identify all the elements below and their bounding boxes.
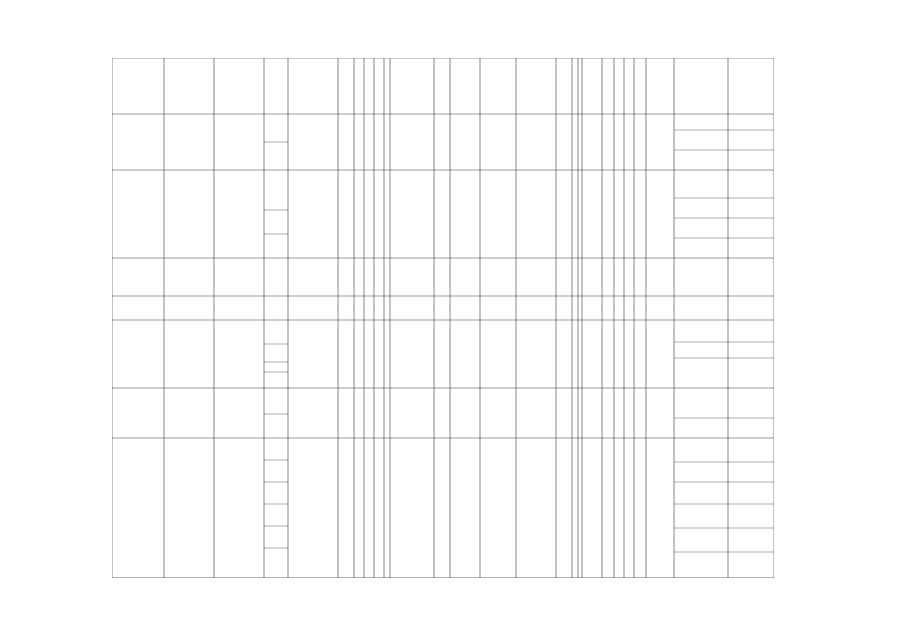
table-cell-r5-c23 <box>648 322 673 386</box>
table-cell-r1-c15 <box>558 116 571 168</box>
table-cell-r3-c24 <box>676 260 727 294</box>
table-cell-r1-c21 <box>626 116 633 168</box>
table-cell-r5-c4 <box>290 322 337 386</box>
table-cell-r7-c16 <box>574 440 577 576</box>
table-cell-r3-c16 <box>574 260 577 294</box>
table-cell-r4-c25 <box>730 298 773 318</box>
table-cell-r1-c0 <box>114 116 163 168</box>
table-cell-r3-c2 <box>216 260 263 294</box>
table-cell-r0-c17 <box>580 60 581 112</box>
table-cell-r0-c15 <box>558 60 571 112</box>
table-cell-r3-c15 <box>558 260 571 294</box>
table-cell-r0-c23 <box>648 60 673 112</box>
table-cell-r2-c3 <box>266 172 287 256</box>
table-cell-r4-c8 <box>376 298 383 318</box>
table-cell-r1-c16 <box>574 116 577 168</box>
table-cell-r5-c15 <box>558 322 571 386</box>
table-cell-r4-c11 <box>436 298 449 318</box>
table-cell-r7-c5 <box>340 440 353 576</box>
table-cell-r3-c11 <box>436 260 449 294</box>
table-cell-r2-c4 <box>290 172 337 256</box>
table-cell-r1-c2 <box>216 116 263 168</box>
table-cell-r6-c7 <box>366 390 373 436</box>
table-cell-r2-c17 <box>580 172 581 256</box>
table-cell-r4-c3 <box>266 298 287 318</box>
table-cell-r7-c13 <box>482 440 515 576</box>
table-cell-r3-c0 <box>114 260 163 294</box>
table-cell-r7-c10 <box>392 440 433 576</box>
table-cell-r4-c16 <box>574 298 577 318</box>
table-cell-r1-c6 <box>356 116 363 168</box>
table-cell-r1-c17 <box>580 116 581 168</box>
table-cell-r2-c10 <box>392 172 433 256</box>
table-cell-r4-c0 <box>114 298 163 318</box>
table-cell-r0-c13 <box>482 60 515 112</box>
table-cell-r6-c18 <box>584 390 601 436</box>
table-cell-r3-c3 <box>266 260 287 294</box>
table-cell-r7-c22 <box>636 440 645 576</box>
table-cell-r0-c4 <box>290 60 337 112</box>
table-cell-r5-c22 <box>636 322 645 386</box>
table-cell-r2-c16 <box>574 172 577 256</box>
table-cell-r6-c13 <box>482 390 515 436</box>
table-cell-r1-c4 <box>290 116 337 168</box>
table-cell-r6-c6 <box>356 390 363 436</box>
table-cell-r5-c13 <box>482 322 515 386</box>
table-cell-r6-c17 <box>580 390 581 436</box>
table-cell-r6-c5 <box>340 390 353 436</box>
table-cell-r7-c7 <box>366 440 373 576</box>
table-cell-r5-c5 <box>340 322 353 386</box>
table-cell-r6-c3 <box>266 390 287 436</box>
table-cell-r2-c8 <box>376 172 383 256</box>
table-cell-r6-c25 <box>730 390 773 436</box>
table-cell-r5-c6 <box>356 322 363 386</box>
table-cell-r7-c17 <box>580 440 581 576</box>
table-cell-r3-c14 <box>518 260 555 294</box>
table-cell-r5-c0 <box>114 322 163 386</box>
table-cell-r2-c20 <box>616 172 623 256</box>
table-cell-r7-c6 <box>356 440 363 576</box>
table-cell-r6-c20 <box>616 390 623 436</box>
table-cell-r4-c19 <box>604 298 613 318</box>
table-cell-r2-c1 <box>166 172 213 256</box>
table-cell-r2-c23 <box>648 172 673 256</box>
table-cell-r4-c23 <box>648 298 673 318</box>
table-cell-r1-c1 <box>166 116 213 168</box>
table-cell-r5-c14 <box>518 322 555 386</box>
table-cell-r3-c6 <box>356 260 363 294</box>
table-cell-r5-c21 <box>626 322 633 386</box>
table-cell-r7-c24 <box>676 440 727 576</box>
table-cell-r2-c15 <box>558 172 571 256</box>
table-cell-r0-c8 <box>376 60 383 112</box>
table-cell-r7-c12 <box>452 440 479 576</box>
table-cell-r7-c4 <box>290 440 337 576</box>
table-cell-r4-c13 <box>482 298 515 318</box>
table-cell-r2-c7 <box>366 172 373 256</box>
table-cell-r2-c12 <box>452 172 479 256</box>
table-cell-r2-c14 <box>518 172 555 256</box>
table-cell-r5-c24 <box>676 322 727 386</box>
table-cell-r5-c10 <box>392 322 433 386</box>
table-cell-r0-c19 <box>604 60 613 112</box>
table-cell-r4-c7 <box>366 298 373 318</box>
table-cell-r6-c22 <box>636 390 645 436</box>
table-cell-r5-c9 <box>386 322 389 386</box>
table-cell-r4-c5 <box>340 298 353 318</box>
table-cell-r4-c10 <box>392 298 433 318</box>
table-sheet <box>112 58 774 578</box>
table-cell-r3-c19 <box>604 260 613 294</box>
table-cell-r0-c16 <box>574 60 577 112</box>
table-cell-r2-c0 <box>114 172 163 256</box>
table-cell-r7-c18 <box>584 440 601 576</box>
table-cell-r2-c22 <box>636 172 645 256</box>
table-cell-r0-c10 <box>392 60 433 112</box>
table-cell-r3-c25 <box>730 260 773 294</box>
table-cell-r2-c9 <box>386 172 389 256</box>
table-cell-r1-c9 <box>386 116 389 168</box>
table-cell-r4-c15 <box>558 298 571 318</box>
table-cell-r0-c0 <box>114 60 163 112</box>
table-cell-r4-c1 <box>166 298 213 318</box>
table-cell-r5-c19 <box>604 322 613 386</box>
table-cell-r1-c8 <box>376 116 383 168</box>
table-cell-r4-c6 <box>356 298 363 318</box>
table-cell-r5-c7 <box>366 322 373 386</box>
table-cell-r5-c17 <box>580 322 581 386</box>
table-cell-r5-c3 <box>266 322 287 386</box>
table-cell-r4-c9 <box>386 298 389 318</box>
table-cell-r0-c6 <box>356 60 363 112</box>
table-cell-r2-c18 <box>584 172 601 256</box>
table-cell-r4-c4 <box>290 298 337 318</box>
table-cell-r0-c14 <box>518 60 555 112</box>
table-cell-r7-c23 <box>648 440 673 576</box>
table-cell-r1-c20 <box>616 116 623 168</box>
table-cell-r4-c24 <box>676 298 727 318</box>
table-cell-r5-c20 <box>616 322 623 386</box>
table-cell-r3-c12 <box>452 260 479 294</box>
table-cell-r6-c12 <box>452 390 479 436</box>
table-cell-r7-c9 <box>386 440 389 576</box>
table-cell-r0-c2 <box>216 60 263 112</box>
table-cell-r3-c9 <box>386 260 389 294</box>
table-cell-r1-c25 <box>730 116 773 168</box>
table-cell-r1-c11 <box>436 116 449 168</box>
table-cell-r6-c1 <box>166 390 213 436</box>
table-cell-r7-c8 <box>376 440 383 576</box>
table-cell-r0-c9 <box>386 60 389 112</box>
table-cell-r7-c1 <box>166 440 213 576</box>
table-cell-r7-c14 <box>518 440 555 576</box>
table-cell-r7-c25 <box>730 440 773 576</box>
table-cell-r2-c25 <box>730 172 773 256</box>
table-cell-r1-c12 <box>452 116 479 168</box>
table-cell-r6-c9 <box>386 390 389 436</box>
table-cell-r7-c21 <box>626 440 633 576</box>
table-cell-r3-c17 <box>580 260 581 294</box>
table-cell-r4-c12 <box>452 298 479 318</box>
table-cell-r6-c19 <box>604 390 613 436</box>
table-cell-r1-c13 <box>482 116 515 168</box>
table-cell-r2-c13 <box>482 172 515 256</box>
table-cell-r3-c5 <box>340 260 353 294</box>
table-cell-r6-c16 <box>574 390 577 436</box>
table-cell-r4-c20 <box>616 298 623 318</box>
table-cell-r2-c24 <box>676 172 727 256</box>
table-cell-r0-c7 <box>366 60 373 112</box>
table-cell-r2-c19 <box>604 172 613 256</box>
table-cell-r4-c17 <box>580 298 581 318</box>
table-cell-r3-c1 <box>166 260 213 294</box>
table-cell-r6-c0 <box>114 390 163 436</box>
table-cell-r0-c20 <box>616 60 623 112</box>
table-cell-r6-c15 <box>558 390 571 436</box>
table-cell-r4-c2 <box>216 298 263 318</box>
table-cell-r5-c2 <box>216 322 263 386</box>
table-cell-r4-c21 <box>626 298 633 318</box>
table-cell-r5-c11 <box>436 322 449 386</box>
table-cell-r6-c14 <box>518 390 555 436</box>
table-cell-r0-c1 <box>166 60 213 112</box>
table-cell-r1-c18 <box>584 116 601 168</box>
table-cell-r3-c7 <box>366 260 373 294</box>
table-cell-r2-c2 <box>216 172 263 256</box>
table-cell-r3-c18 <box>584 260 601 294</box>
table-cell-r6-c24 <box>676 390 727 436</box>
table-cell-r5-c16 <box>574 322 577 386</box>
table-cell-r6-c11 <box>436 390 449 436</box>
table-cell-r7-c11 <box>436 440 449 576</box>
table-cell-r0-c3 <box>266 60 287 112</box>
table-cell-r0-c18 <box>584 60 601 112</box>
table-cell-r1-c7 <box>366 116 373 168</box>
table-cell-r7-c20 <box>616 440 623 576</box>
table-cell-r6-c8 <box>376 390 383 436</box>
table-cell-r7-c2 <box>216 440 263 576</box>
table-cell-r0-c21 <box>626 60 633 112</box>
table-cell-r0-c22 <box>636 60 645 112</box>
table-cell-r4-c22 <box>636 298 645 318</box>
table-cell-r7-c3 <box>266 440 287 576</box>
table-cell-r5-c1 <box>166 322 213 386</box>
table-cell-r0-c12 <box>452 60 479 112</box>
table-cell-r4-c14 <box>518 298 555 318</box>
table-cell-r3-c4 <box>290 260 337 294</box>
table-cell-r3-c20 <box>616 260 623 294</box>
table-cell-r1-c10 <box>392 116 433 168</box>
table-cell-r6-c10 <box>392 390 433 436</box>
table-cell-r2-c6 <box>356 172 363 256</box>
table-cell-r5-c12 <box>452 322 479 386</box>
table-cell-r3-c21 <box>626 260 633 294</box>
table-cell-r6-c4 <box>290 390 337 436</box>
table-cell-r3-c22 <box>636 260 645 294</box>
table-cell-r1-c24 <box>676 116 727 168</box>
table-cell-r0-c25 <box>730 60 773 112</box>
table-cell-r0-c11 <box>436 60 449 112</box>
table-cell-r1-c14 <box>518 116 555 168</box>
table-cell-r3-c23 <box>648 260 673 294</box>
table-cell-r1-c5 <box>340 116 353 168</box>
table-cell-r0-c24 <box>676 60 727 112</box>
table-cell-r4-c18 <box>584 298 601 318</box>
table-cell-r1-c22 <box>636 116 645 168</box>
table-cell-r1-c3 <box>266 116 287 168</box>
table-cell-r3-c13 <box>482 260 515 294</box>
table-cell-r2-c21 <box>626 172 633 256</box>
table-cell-r3-c8 <box>376 260 383 294</box>
table-cell-r2-c11 <box>436 172 449 256</box>
table-cell-r6-c2 <box>216 390 263 436</box>
table-cell-r7-c0 <box>114 440 163 576</box>
table-cell-r6-c21 <box>626 390 633 436</box>
table-cell-r5-c18 <box>584 322 601 386</box>
table-cell-r0-c5 <box>340 60 353 112</box>
table-cell-r3-c10 <box>392 260 433 294</box>
table-cell-r1-c19 <box>604 116 613 168</box>
table-cell-r6-c23 <box>648 390 673 436</box>
table-cell-r5-c25 <box>730 322 773 386</box>
table-cell-r7-c15 <box>558 440 571 576</box>
table-cell-r1-c23 <box>648 116 673 168</box>
table-cell-r2-c5 <box>340 172 353 256</box>
table-cell-r7-c19 <box>604 440 613 576</box>
table-cell-r5-c8 <box>376 322 383 386</box>
